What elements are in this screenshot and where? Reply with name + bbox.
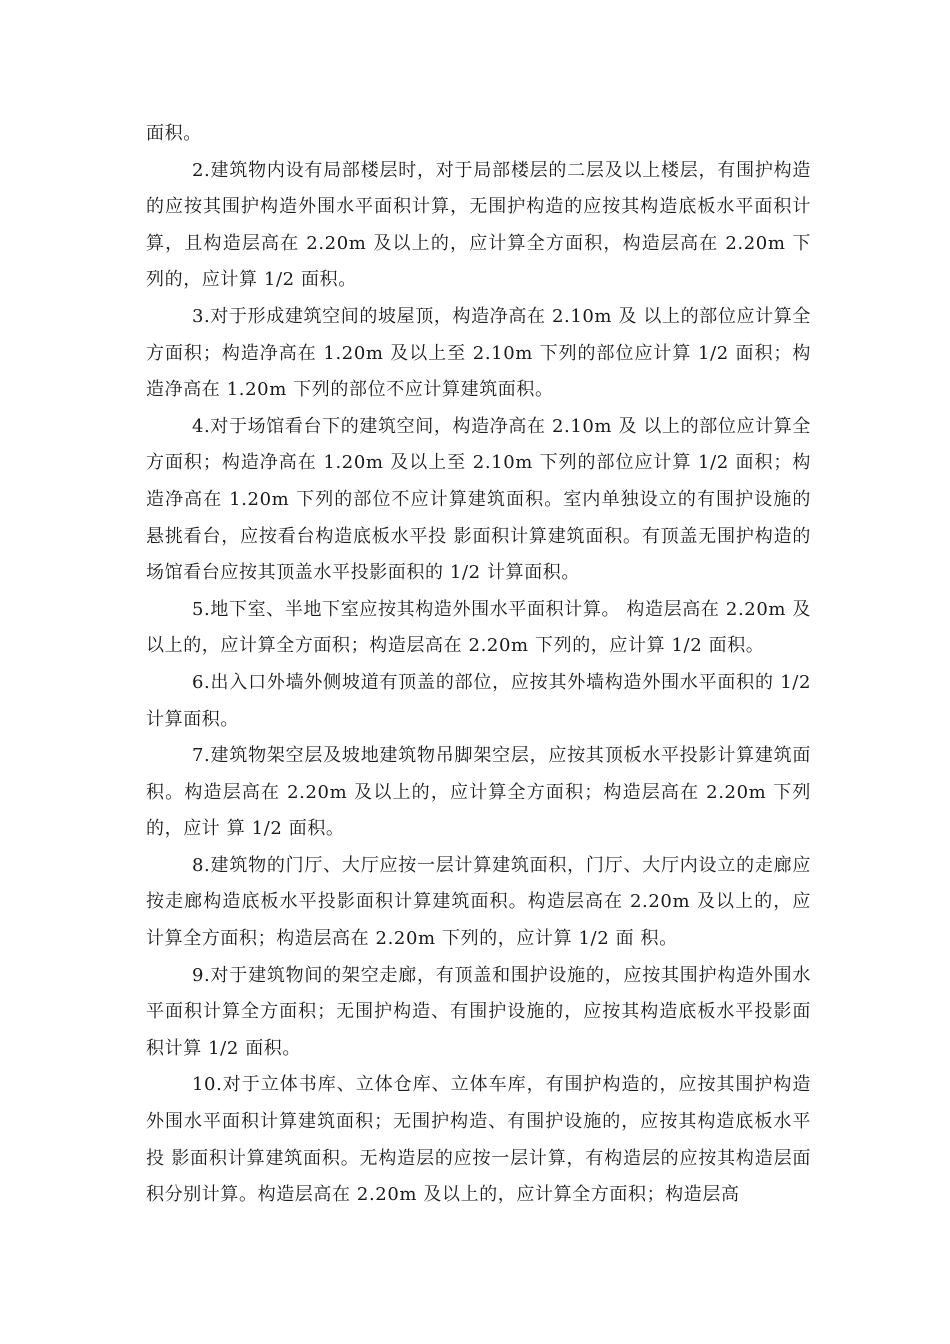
paragraph-item-8: 8.建筑物的门厅、大厅应按一层计算建筑面积，门厅、大厅内设立的走廊应按走廊构造底板水平投影面积计算建筑面积。构造层高在 2.20m 及以上的，应计算全方面积；构造层高在 2.20m 下列的，应计算 1/2 面 积。	[146, 854, 811, 950]
paragraph-item-7: 7.建筑物架空层及坡地建筑物吊脚架空层，应按其顶板水平投影计算建筑面积。构造层高在 2.20m 及以上的，应计算全方面积；构造层高在 2.20m 下列的，应计 算 1/2 面积。	[146, 745, 811, 840]
document-body	[146, 116, 811, 1214]
paragraph-item-6: 6.出入口外墙外侧坡道有顶盖的部位，应按其外墙构造外围水平面积的 1/2 计算面积。	[146, 671, 811, 730]
paragraph-item-3: 3.对于形成建筑空间的坡屋顶，构造净高在 2.10m 及 以上的部位应计算全方面积；构造净高在 1.20m 及以上至 2.10m 下列的部位应计算 1/2 面积；构造净高在 1.20m 下列的部位不应计算建筑面积。	[146, 305, 811, 401]
paragraph-item-2: 2.建筑物内设有局部楼层时，对于局部楼层的二层及以上楼层，有围护构造的应按其围护构造外围水平面积计算，无围护构造的应按其构造底板水平面积计 算，且构造层高在 2.20m 及以上的，应计算全方面积，构造层高在 2.20m 下列的，应计算 1/2 面积。	[146, 159, 811, 291]
paragraph-item-9: 9.对于建筑物间的架空走廊，有顶盖和围护设施的，应按其围护构造外围水平面积计算全方面积；无围护构造、有围护设施的，应按其构造底板水平投影面积计算 1/2 面积。	[146, 964, 811, 1059]
paragraph-item-4: 4.对于场馆看台下的建筑空间，构造净高在 2.10m 及 以上的部位应计算全方面积；构造净高在 1.20m 及以上至 2.10m 下列的部位应计算 1/2 面积；构造净高在 1.20m 下列的部位不应计算建筑面积。室内单独设立的有围护设施的悬挑看台，应按看台构造底板水平投 影面积计算建筑面积。有顶盖无围护构造的场馆看台应按其顶盖水平投影面积的 1/2 计算面积。	[146, 415, 811, 584]
paragraph-continuation: 面积。	[146, 123, 202, 144]
paragraph-item-10: 10.对于立体书库、立体仓库、立体车库，有围护构造的，应按其围护构造外围水平面积计算建筑面积；无围护构造、有围护设施的，应按其构造底板水平投 影面积计算建筑面积。无构造层的应按一层计算，有构造层的应按其构造层面积分别计算。构造层高在 2.20m 及以上的，应计算全方面积；构造层高	[146, 1074, 811, 1206]
paragraph-item-5: 5.地下室、半地下室应按其构造外围水平面积计算。 构造层高在 2.20m 及以上的，应计算全方面积；构造层高在 2.20m 下列的，应计算 1/2 面积。	[146, 598, 811, 657]
